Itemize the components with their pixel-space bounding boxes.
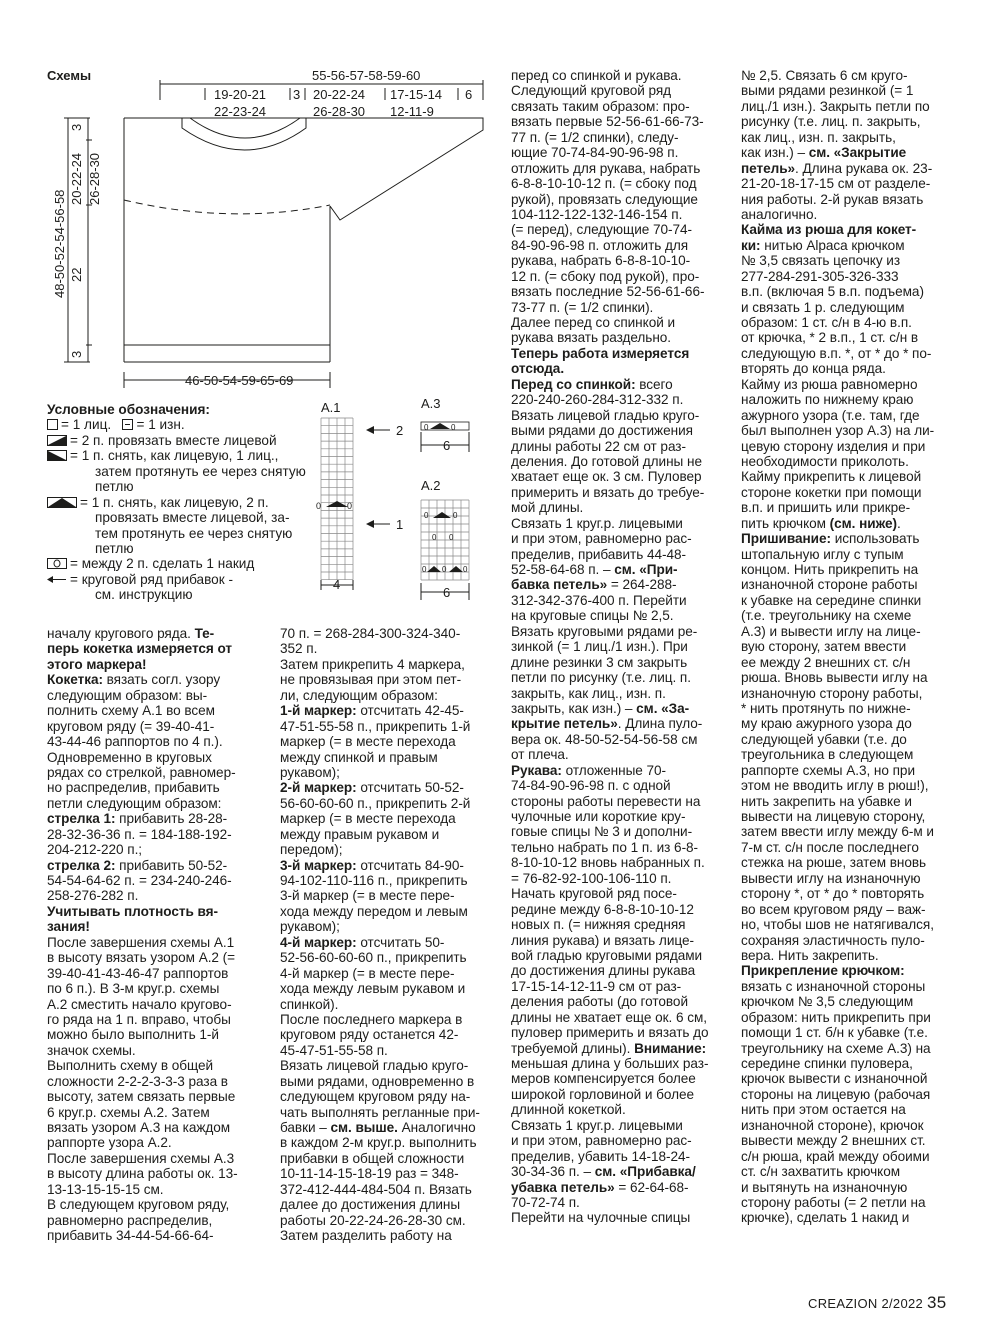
col2-line: 45-47-51-55-58 п. [280, 1042, 388, 1058]
col4-line: крючке), сделать 1 накид и [741, 1210, 910, 1226]
col4-line: * нить протянуть по нижне- [741, 700, 911, 716]
col1-line: В следующем круговом ряду, [47, 1197, 230, 1213]
legend-ssk: = 1 п. снять, как лицевую, 1 лиц., [70, 448, 279, 464]
col3-line: примерить и вязать до требуе- [511, 484, 705, 500]
col2-line: Затем разделить работу на [280, 1228, 452, 1244]
height-top: 3 [69, 123, 84, 131]
col3-line: = 76-82-92-100-106-110 п. [511, 870, 672, 886]
col4-line: в.п. и пришить или прикре- [741, 500, 911, 516]
col3-line: рукава вязать раздельно. [511, 330, 672, 346]
col4-line: в.п. (включая 5 в.п. подъема) [741, 284, 924, 300]
svg-text:0: 0 [442, 565, 447, 574]
chart-a3 [421, 396, 469, 453]
col1-line: в высоту вязать узором А.2 (= [47, 950, 236, 966]
col4-line: нить при этом остается на [741, 1102, 906, 1118]
chart-a1 [316, 400, 403, 592]
instructions-column-3 [511, 68, 709, 1226]
col1-line: стрелка 2: прибавить 50-52- [47, 857, 228, 873]
col2-line: 10-11-14-15-18-19 раз = 348- [280, 1166, 459, 1182]
col3-line: деления работы (до готовой [511, 994, 688, 1010]
col4-line: изнаночной стороне), крючок [741, 1117, 924, 1133]
col2-line: выми рядами, одновременно в [280, 1073, 475, 1089]
col4-line: изнаночной стороне работы [741, 577, 918, 593]
col4-line: образом: нить прикрепить при [741, 1009, 931, 1025]
k2tog-symbol-icon [47, 435, 67, 446]
col4-line: № 3,5 связать цепочку из [741, 253, 901, 269]
col3-line: 312-342-376-400 п. Перейти [511, 592, 687, 608]
col2-line: следующем круговом ряду на- [280, 1089, 471, 1105]
page-footer [808, 1293, 947, 1313]
col3-line: хватает еще ок. 3 см. Пуловер [511, 469, 702, 485]
col2-line: передом); [280, 842, 343, 858]
col3-line: перед со спинкой и рукава. [511, 68, 682, 83]
col4-line: как лиц., изн. п. закрыть, [741, 129, 896, 145]
col3-line: 30-34-36 п. – см. «Прибавка/ [511, 1164, 696, 1180]
col3-line: пределив, убавить 14-18-24- [511, 1148, 690, 1164]
col4-line: петель». Длина рукава ок. 23- [741, 160, 933, 176]
col4-line: к убавке на середине спинки [741, 592, 922, 608]
col3-line: Вязать круговыми рядами ре- [511, 623, 698, 639]
svg-text:0: 0 [424, 511, 429, 520]
col2-line: хода между левым рукавом и [280, 981, 466, 997]
col3-line: широкой горловиной и более [511, 1086, 695, 1102]
svg-text:0: 0 [347, 501, 353, 511]
col2-line: хода между передом и левым [280, 903, 468, 919]
sleeve-length-a: 17-15-14 [390, 87, 443, 102]
instructions-column-1 [47, 626, 238, 1244]
shoulder-a: 20-22-24 [313, 87, 366, 102]
col4-line: вера. Нить закрепить. [741, 947, 879, 963]
col4-line: рюша. Вновь вывести иглу на [741, 670, 928, 686]
neck-width-b: 22-23-24 [214, 104, 267, 119]
col4-line: Кайму прикрепить к лицевой [741, 469, 922, 485]
col4-line: А.3) и вывести иглу на лице- [741, 623, 921, 639]
col3-line: Перед со спинкой: всего [511, 376, 673, 392]
col4-line: вывести на лицевую сторону, [741, 809, 926, 824]
legend-knit: = 1 лиц. [61, 417, 112, 433]
col2-line: 52-56-60-60-60 п., прикрепить [280, 950, 467, 966]
knit-symbol-icon [47, 419, 58, 430]
col3-line: длины не хватает еще ок. 6 см, [511, 1009, 707, 1025]
col3-line: выми рядами до достижения [511, 423, 693, 439]
col4-line: стороне кокетки при помощи [741, 484, 922, 500]
col2-line: Затем прикрепить 4 маркера, [280, 656, 465, 672]
col3-line: 104-112-122-132-146-154 п. [511, 206, 683, 222]
col4-line: цевую сторону изделия и при [741, 438, 926, 454]
col3-line: 74-84-90-96-98 п. с одной [511, 778, 671, 794]
col1-line: 54-54-64-62 п. = 234-240-246- [47, 873, 232, 888]
col1-line: равномерно распределив, [47, 1212, 213, 1228]
col2-line: бавки – см. выше. Аналогично [280, 1120, 476, 1135]
legend-sk2p: = 1 п. снять, как лицевую, 2 п. [80, 494, 269, 510]
col1-line: по 6 п.). В 3-м круг.р. схемы [47, 981, 220, 997]
col2-line: 2-й маркер: отсчитать 50-52- [280, 780, 464, 796]
legend [47, 402, 306, 603]
legend-ssk-2: затем протянуть ее через снятую [95, 463, 306, 479]
col3-line: пределив, прибавить 44-48- [511, 546, 686, 562]
height-yoke-b: 26-28-30 [87, 152, 102, 205]
col4-line: следующую в.п. *, от * до * по- [741, 345, 932, 361]
col4-line: необходимости приколоть. [741, 453, 909, 469]
col4-line: 7-м ст. с/н после последнего [741, 839, 919, 855]
col1-line: 28-32-36-36 п. = 184-188-192- [47, 826, 232, 842]
col3-line: деления. До готовой длины не [511, 453, 702, 469]
col3-line: крытие петель». Длина пуло- [511, 716, 703, 732]
col3-line: от плеча. [511, 747, 569, 763]
col3-line: линия рукава) и вязать лице- [511, 932, 694, 948]
instructions-column-2 [280, 626, 480, 1244]
col4-line: вую сторону, затем ввести [741, 639, 907, 655]
col2-line: 47-51-55-58 п., прикрепить 1-й [280, 718, 471, 734]
col2-line: в каждом 2-м круг.р. выполнить [280, 1135, 477, 1151]
col4-line: рисунку (т.е. лиц. п. закрыть, [741, 114, 921, 130]
col3-line: 17-15-14-12-11-9 см от раз- [511, 978, 682, 994]
col2-line: рукавом); [280, 764, 340, 780]
col3-line: Следующий круговой ряд [511, 83, 672, 99]
col4-line: лиц./1 изн.). Закрыть петли по [741, 98, 930, 114]
col4-line: с/н рюша, край между обоими [741, 1148, 930, 1164]
col1-line: перь кокетка измеряется от [47, 641, 233, 657]
col4-line: и вытянуть на изнаночную [741, 1179, 908, 1195]
col3-line: 6-8-8-10-10-12 п. (= сбоку под [511, 176, 697, 192]
col4-line: изнаночную сторону работы, [741, 685, 923, 701]
col4-line: 21-20-18-17-15 см от разделе- [741, 176, 931, 192]
gap-label: 3 [293, 87, 301, 102]
col4-line: выми рядами резинкой (= 1 [741, 83, 914, 99]
total-width-label: 55-56-57-58-59-60 [312, 68, 421, 83]
col1-line: Одновременно в круговых [47, 749, 212, 765]
height-body: 22 [69, 267, 84, 282]
height-total: 48-50-52-54-56-58 [52, 189, 67, 298]
col1-line: высоту, затем связать первые [47, 1089, 236, 1105]
col1-line: А.2 сместить начало кругово- [47, 996, 232, 1012]
col4-line: ния работы. 2-й рукав вязать [741, 191, 924, 207]
col2-line: 4-й маркер (= в месте пере- [280, 965, 455, 981]
col4-line: но, чтобы шов не натягивался, [741, 917, 934, 933]
col3-line: рукой), провязать следующие [511, 191, 698, 207]
col3-line: и при этом, равномерно рас- [511, 531, 692, 547]
chart-a2-title: A.2 [421, 478, 441, 493]
col3-line: тельно набрать по 1 п. из 6-8- [511, 839, 699, 855]
col3-line: вязать последние 52-56-61-66- [511, 284, 705, 300]
col4-line: аналогично. [741, 206, 818, 222]
col3-line: петли по рисунку (т.е. лиц. п. [511, 670, 691, 686]
legend-sk2p-3: тем протянуть ее через снятую [95, 525, 293, 541]
col3-line: новых п. (= нижняя средняя [511, 917, 686, 933]
col3-line: Связать 1 круг.р. лицевыми [511, 515, 683, 531]
col3-line: закрыть, как лиц., изн. п. [511, 685, 666, 701]
col1-line: следующим образом: вы- [47, 687, 208, 703]
col3-line: мой длины. [511, 500, 584, 516]
col2-line: работы 20-22-24-26-28-30 см. [280, 1212, 466, 1228]
col4-line: стороны на лицевую (рабочая [741, 1086, 931, 1102]
col4-line: ст. с/н захватить крючком [741, 1164, 900, 1180]
col3-line: 70-72-74 п. [511, 1194, 580, 1210]
col1-line: началу кругового ряда. Те- [47, 626, 215, 641]
col3-line: Связать 1 круг.р. лицевыми [511, 1117, 683, 1133]
legend-yarn-over: = между 2 п. сделать 1 накид [70, 556, 255, 572]
height-yoke-a: 20-22-24 [69, 152, 84, 205]
col3-line: 8-10-10-12 вновь набранных п. [511, 855, 705, 871]
col4-line: (т.е. треугольнику на схеме [741, 608, 912, 624]
col4-line: этом не вводить иглу в рюш!), [741, 778, 929, 794]
col3-line: длины работы 22 см от раз- [511, 438, 686, 454]
col4-line: крючок вывести с изнаночной [741, 1071, 928, 1087]
col3-line: стороны работы перевести на [511, 793, 701, 809]
legend-increase-round-2: см. инструкцию [95, 587, 193, 603]
col3-line: редине между 6-8-8-10-10-12 [511, 901, 694, 917]
bottom-width-label: 46-50-54-59-65-69 [185, 373, 294, 388]
col4-line: и связать 1 р. следующим [741, 299, 905, 315]
col1-line: Выполнить схему в общей [47, 1058, 214, 1074]
col2-line: 3-й маркер: отсчитать 84-90- [280, 857, 464, 873]
legend-k2tog: = 2 п. провязать вместе лицевой [70, 432, 277, 448]
col3-line: закрыть, как изн.) – см. «За- [511, 700, 690, 716]
col3-line: говые спицы № 3 и дополни- [511, 824, 693, 840]
col2-line: 70 п. = 268-284-300-324-340- [280, 626, 461, 641]
svg-text:0: 0 [453, 511, 458, 520]
col4-line: штопальную иглу с тупым [741, 546, 904, 562]
arrow-left-icon [47, 574, 67, 585]
col4-line: сохраняя эластичность пуло- [741, 932, 925, 948]
col1-line: но распределив, прибавить [47, 780, 220, 796]
col4-line: нить закрепить на убавке и [741, 793, 912, 809]
col3-line: до достижения длины рукава [511, 963, 696, 979]
col1-line: можно было выполнить 1-й [47, 1027, 219, 1043]
col4-line: ажурного узора (т.е. там, где [741, 407, 920, 423]
col1-line: этого маркера! [47, 656, 147, 672]
col4-line: вторять до конца ряда. [741, 361, 886, 377]
col3-line: 220-240-260-284-312-332 п. [511, 392, 684, 408]
col1-line: 39-40-41-43-46-47 раппортов [47, 965, 229, 981]
col3-line: Теперь работа измеряется [511, 345, 690, 361]
col3-line: зинкой (= 1 лиц./1 изн.). При [511, 639, 688, 655]
col2-line: 4-й маркер: отсчитать 50- [280, 934, 445, 950]
col3-line: Далее перед со спинкой и [511, 315, 676, 330]
col4-line: как изн.) – см. «Закрытие [741, 145, 907, 161]
legend-sk2p-2: провязать вместе лицевой, за- [95, 510, 290, 526]
col4-line: следующей убавки (т.е. до [741, 731, 907, 747]
col2-line: 3-й маркер (= в месте пере- [280, 888, 455, 904]
col3-line: ющие 70-74-84-90-96-98 п. [511, 145, 679, 161]
col4-line: раппорте схемы А.3, но при [741, 762, 915, 778]
col3-line: чулочные или короткие кру- [511, 809, 686, 824]
col3-line: Перейти на чулочные спицы [511, 1210, 691, 1226]
col2-line: рукавом); [280, 919, 340, 935]
yarn-over-symbol-icon [47, 558, 67, 569]
col3-line: Вязать лицевой гладью круго- [511, 407, 700, 423]
height-bottom: 3 [69, 350, 84, 358]
col3-line: и при этом, равномерно рас- [511, 1133, 692, 1149]
col4-line: середине спинки пуловера, [741, 1056, 913, 1071]
col1-line: 6 круг.р. схемы А.2. Затем [47, 1104, 210, 1120]
col1-line: круговом ряду (= 39-40-41- [47, 718, 215, 734]
chart-a1-title: A.1 [321, 400, 341, 415]
col3-line: на круговые спицы № 2,5. [511, 608, 674, 624]
legend-ssk-3: петлю [95, 479, 134, 495]
col2-line: Вязать лицевой гладью круго- [280, 1058, 469, 1074]
svg-text:0: 0 [316, 501, 322, 511]
shoulder-b: 26-28-30 [313, 104, 366, 119]
col2-line: не провязывая при этом пет- [280, 672, 462, 688]
col3-line: 52-58-64-68 п. – см. «При- [511, 562, 678, 577]
col3-line: вязать первые 52-56-61-66-73- [511, 114, 704, 130]
col4-line: вывести иглу на изнаночную [741, 870, 921, 886]
col1-line: рядах со стрелкой, равномер- [47, 764, 236, 780]
sweater-schematic [124, 118, 483, 362]
chart-a1-width: 4 [333, 577, 341, 592]
legend-increase-round: = круговой ряд прибавок - [70, 571, 233, 587]
chart-a2 [421, 478, 469, 600]
instructions-column-4 [741, 68, 934, 1226]
col4-line: Кайму из рюша равномерно [741, 376, 918, 392]
col1-line: в высоту длина работы ок. 13- [47, 1166, 238, 1182]
sk2p-symbol-icon [47, 497, 77, 508]
col2-line: круговом ряду останется 42- [280, 1027, 459, 1043]
col4-line: ки: нитью Alpaca крючком [741, 237, 905, 253]
col4-line: Пришивание: использовать [741, 531, 920, 547]
col4-line: Прикрепление крючком: [741, 963, 905, 979]
col3-line: пуловер примерить и вязать до [511, 1025, 709, 1041]
col4-line: крючком № 3,5 следующим [741, 994, 914, 1010]
col1-line: стрелка 1: прибавить 28-28- [47, 811, 228, 827]
col1-line: сложности 2-2-2-3-3-3 раза в [47, 1073, 228, 1089]
col4-line: стежка на рюше, затем вновь [741, 855, 927, 871]
schematics-title: Схемы [47, 68, 92, 83]
col1-line: 258-276-282 п. [47, 888, 139, 904]
chart-a2-width: 6 [443, 585, 451, 600]
col3-line: 77 п. (= 1/2 спинки), следу- [511, 129, 679, 145]
col3-line: рукава, набрать 6-8-8-10-10- [511, 253, 691, 269]
col3-line: меньшая длина у больших раз- [511, 1056, 709, 1071]
ssk-symbol-icon [47, 450, 67, 461]
chart-a3-width: 6 [443, 438, 451, 453]
col4-line: во всем круговом ряду – важ- [741, 901, 926, 917]
col3-line: 84-90-96-98 п. отложить для [511, 237, 689, 253]
col3-line: бавка петель» = 264-288- [511, 577, 677, 593]
col1-line: значок схемы. [47, 1042, 136, 1058]
col3-line: (= перед), следующие 70-74- [511, 222, 692, 238]
col4-line: помощи 1 ст. б/н к убавке (т.е. [741, 1025, 928, 1041]
col3-line: Начать круговой ряд посе- [511, 886, 677, 902]
col3-line: длине резинки 3 см закрыть [511, 654, 688, 670]
legend-sk2p-4: петлю [95, 540, 134, 556]
col4-line: ее между 2 внешних ст. с/н [741, 654, 911, 670]
col1-line: го ряда на 1 п. вправо, чтобы [47, 1011, 231, 1027]
chart-a1-row1: 1 [396, 517, 404, 532]
col1-line: Кокетка: вязать согл. узору [47, 672, 221, 688]
legend-title: Условные обозначения: [47, 402, 210, 417]
col3-line: Рукава: отложенные 70- [511, 762, 667, 778]
col4-line: концом. Нить прикрепить на [741, 562, 919, 577]
col1-line: петли следующим образом: [47, 795, 222, 811]
col2-line: 94-102-110-116 п., прикрепить [280, 873, 468, 888]
col4-line: от крючка, * 2 в.п., 1 ст. с/н в [741, 330, 919, 346]
svg-text:0: 0 [422, 565, 427, 574]
col4-line: наложить по нижнему краю [741, 392, 914, 408]
col4-line: вывести между 2 внешних ст. [741, 1133, 926, 1149]
svg-text:0: 0 [432, 533, 437, 542]
col1-line: 13-13-15-15-15 см. [47, 1181, 164, 1197]
col2-line: между правым рукавом и [280, 826, 440, 842]
col1-line: 204-212-220 п.; [47, 842, 143, 858]
neck-width-a: 19-20-21 [214, 87, 267, 102]
svg-text:0: 0 [424, 423, 429, 432]
col1-line: Учитывать плотность вя- [47, 903, 218, 919]
col3-line: меров компенсируется более [511, 1071, 696, 1087]
col4-line: № 2,5. Связать 6 см круго- [741, 68, 908, 83]
col4-line: образом: 1 ст. с/н в 4-ю в.п. [741, 315, 912, 330]
chart-a1-row2: 2 [396, 423, 404, 438]
col3-line: отсюда. [511, 361, 565, 377]
col4-line: сторону *, от * до * повторять [741, 886, 925, 902]
col2-line: После последнего маркера в [280, 1011, 463, 1027]
col4-line: му краю ажурного узора до [741, 716, 912, 732]
col3-line: убавка петель» = 62-64-68- [511, 1179, 689, 1195]
chart-a3-title: A.3 [421, 396, 441, 411]
col3-line: требуемой длины). Внимание: [511, 1040, 707, 1056]
col2-line: спинкой). [280, 996, 339, 1012]
col3-line: длинной кокеткой. [511, 1102, 626, 1118]
col4-line: треугольнику на схеме А.3) на [741, 1040, 931, 1056]
col1-line: 43-44-46 раппортов по 4 п.). [47, 734, 223, 750]
col1-line: полнить схему А.1 во всем [47, 703, 215, 719]
col1-line: прибавить 34-44-54-66-64- [47, 1228, 214, 1244]
col4-line: Кайма из рюша для кокет- [741, 222, 917, 238]
svg-text:0: 0 [449, 533, 454, 542]
col2-line: прибавки в общей сложности [280, 1150, 465, 1166]
col2-line: чать выполнять регланные при- [280, 1104, 480, 1120]
page-number: 35 [927, 1293, 947, 1312]
purl-symbol-icon [122, 419, 133, 430]
col1-line: После завершения схемы А.3 [47, 1150, 235, 1166]
col2-line: маркер (= в месте перехода [280, 811, 456, 827]
col3-line: вой гладью круговыми рядами [511, 947, 703, 963]
col4-line: вязать с изнаночной стороны [741, 978, 926, 994]
col2-line: далее до достижения длины [280, 1197, 461, 1213]
cuff-label: 6 [465, 87, 473, 102]
col1-line: раппорте узора А.2. [47, 1135, 172, 1151]
svg-text:0: 0 [451, 423, 456, 432]
col2-line: ли, следующим образом: [280, 687, 438, 703]
col1-line: После завершения схемы А.1 [47, 934, 235, 950]
col4-line: пить крючком (см. ниже). [741, 515, 901, 531]
col3-line: отложить для рукава, набрать [511, 160, 701, 176]
col2-line: между спинкой и правым [280, 749, 438, 765]
col2-line: 352 п. [280, 641, 318, 657]
magazine-name: CREAZION 2/2022 [808, 1296, 924, 1311]
col2-line: маркер (= в месте перехода [280, 734, 456, 750]
col4-line: затем ввести иглу между 6-м и [741, 824, 934, 840]
col2-line: 56-60-60-60 п., прикрепить 2-й [280, 795, 471, 811]
col4-line: 277-284-291-305-326-333 [741, 268, 899, 284]
col2-line: 1-й маркер: отсчитать 42-45- [280, 703, 464, 719]
col4-line: сторону работы (= 2 петли на [741, 1194, 926, 1210]
legend-purl: = 1 изн. [136, 417, 185, 433]
svg-text:0: 0 [463, 565, 468, 574]
col1-line: вязать узором А.3 на каждом [47, 1120, 231, 1135]
col3-line: вера ок. 48-50-52-54-56-58 см [511, 731, 698, 747]
col4-line: треугольника в следующем [741, 747, 914, 763]
col2-line: 372-412-444-484-504 п. Вязать [280, 1181, 472, 1197]
sleeve-length-b: 12-11-9 [390, 104, 434, 119]
col3-line: 12 п. (= сбоку под рукой), про- [511, 268, 700, 284]
col4-line: был выполнен узор А.3) на ли- [741, 423, 935, 439]
col3-line: 73-77 п. (= 1/2 спинки). [511, 299, 654, 315]
col1-line: зания! [47, 919, 90, 935]
col3-line: связать таким образом: про- [511, 98, 690, 114]
